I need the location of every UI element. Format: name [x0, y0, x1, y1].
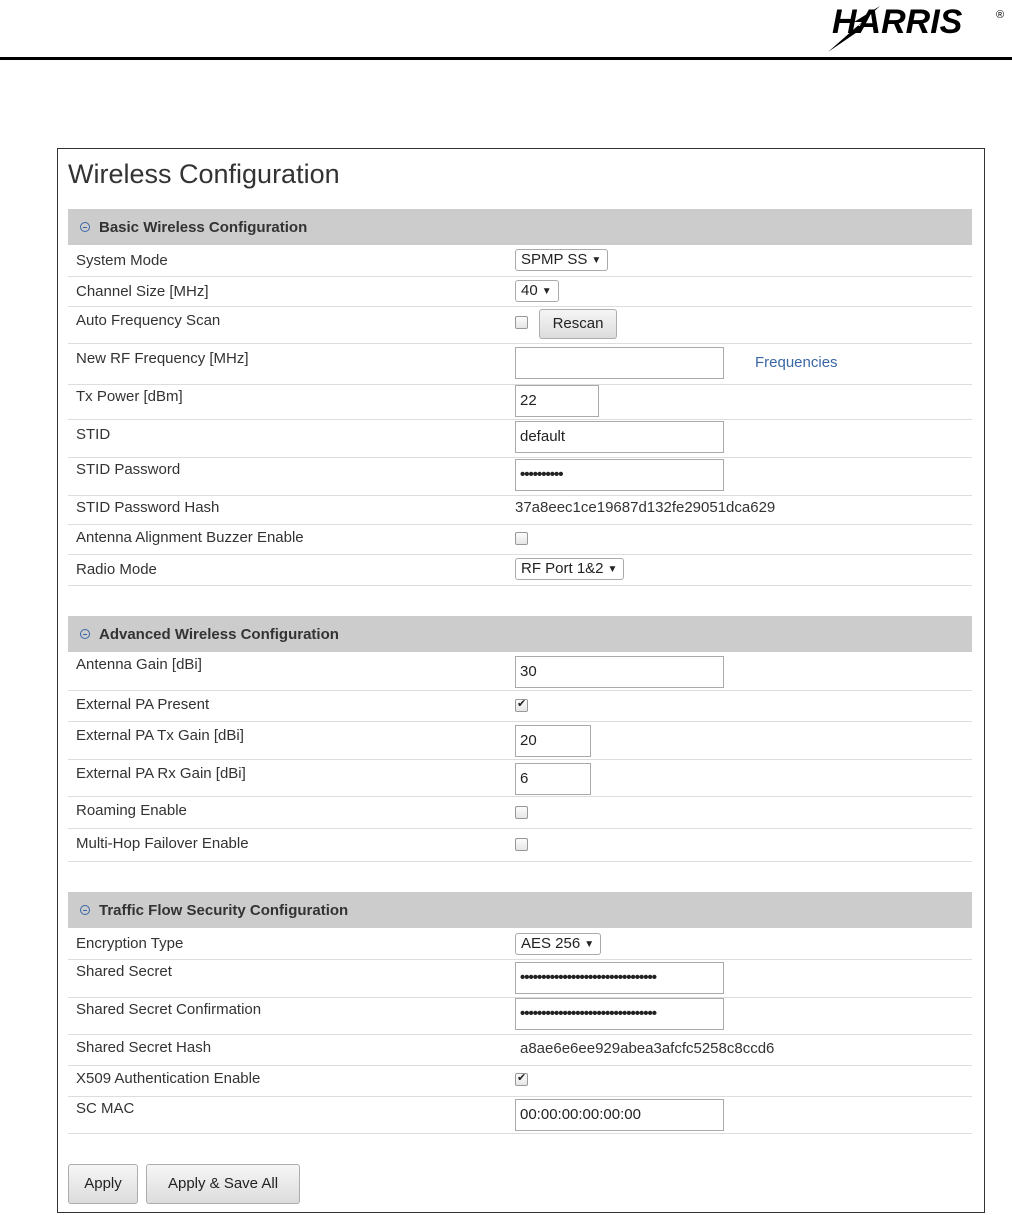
label-stid-password: STID Password: [76, 461, 181, 478]
row-stid-password-hash: [68, 496, 972, 525]
label-roaming: Roaming Enable: [76, 802, 187, 819]
antenna-gain-input[interactable]: 30: [515, 656, 724, 688]
label-new-rf-frequency: New RF Frequency [MHz]: [76, 350, 249, 367]
channel-size-select[interactable]: 40 ▼: [515, 280, 559, 302]
label-buzzer: Antenna Alignment Buzzer Enable: [76, 529, 304, 546]
row-tx-power: [68, 385, 972, 420]
row-sc-mac: [68, 1097, 972, 1134]
stid-input[interactable]: default: [515, 421, 724, 453]
svg-text:®: ®: [996, 9, 1005, 21]
sc-mac-input[interactable]: 00:00:00:00:00:00: [515, 1099, 724, 1131]
encryption-type-select[interactable]: AES 256 ▼: [515, 933, 601, 955]
section-tfs-header[interactable]: [68, 892, 972, 928]
pa-rx-gain-input[interactable]: 6: [515, 763, 591, 795]
row-buzzer: [68, 525, 972, 555]
row-antenna-gain: [68, 653, 972, 691]
rescan-button[interactable]: Rescan: [539, 309, 617, 339]
row-auto-frequency-scan: [68, 307, 972, 344]
row-encryption-type: [68, 929, 972, 960]
frequencies-link[interactable]: Frequencies: [755, 354, 838, 371]
label-antenna-gain: Antenna Gain [dBi]: [76, 656, 202, 673]
label-auto-frequency-scan: Auto Frequency Scan: [76, 312, 221, 329]
row-shared-secret-hash: [68, 1035, 972, 1066]
harris-logo: [818, 0, 1008, 56]
label-multihop: Multi-Hop Failover Enable: [76, 835, 249, 852]
row-new-rf-frequency: [68, 344, 972, 385]
section-basic-header[interactable]: [68, 209, 972, 245]
stid-password-input[interactable]: ••••••••••: [515, 459, 724, 491]
chevron-down-icon: ▼: [541, 286, 552, 297]
collapse-icon[interactable]: [80, 222, 90, 232]
shared-secret-confirmation-input[interactable]: ••••••••••••••••••••••••••••••••: [515, 998, 724, 1030]
stid-password-hash-value: 37a8eec1ce19687d132fe29051dca629: [515, 499, 776, 516]
label-pa-tx-gain: External PA Tx Gain [dBi]: [76, 727, 244, 744]
multihop-checkbox[interactable]: [515, 838, 528, 851]
row-external-pa: [68, 691, 972, 722]
row-stid: [68, 420, 972, 458]
roaming-checkbox[interactable]: [515, 806, 528, 819]
label-tx-power: Tx Power [dBm]: [76, 388, 183, 405]
section-advanced-title: Advanced Wireless Configuration: [99, 626, 339, 643]
external-pa-checkbox[interactable]: [515, 699, 528, 712]
apply-button[interactable]: Apply: [68, 1164, 138, 1204]
page-title: Wireless Configuration: [68, 159, 340, 189]
new-rf-frequency-input[interactable]: [515, 347, 724, 379]
row-multihop: [68, 829, 972, 862]
label-x509: X509 Authentication Enable: [76, 1070, 261, 1087]
section-basic-title: Basic Wireless Configuration: [99, 219, 308, 236]
row-pa-tx-gain: [68, 722, 972, 760]
auto-frequency-scan-checkbox[interactable]: [515, 316, 528, 329]
shared-secret-input[interactable]: ••••••••••••••••••••••••••••••••: [515, 962, 724, 994]
collapse-icon[interactable]: [80, 629, 90, 639]
label-channel-size: Channel Size [MHz]: [76, 283, 209, 300]
label-radio-mode: Radio Mode: [76, 561, 157, 578]
row-pa-rx-gain: [68, 760, 972, 797]
label-encryption-type: Encryption Type: [76, 935, 184, 952]
x509-checkbox[interactable]: [515, 1073, 528, 1086]
radio-mode-select[interactable]: RF Port 1&2 ▼: [515, 558, 624, 580]
label-sc-mac: SC MAC: [76, 1100, 135, 1117]
chevron-down-icon: ▼: [607, 564, 618, 575]
chevron-down-icon: ▼: [591, 255, 602, 266]
chevron-down-icon: ▼: [584, 939, 595, 950]
row-channel-size: [68, 277, 972, 307]
label-shared-secret: Shared Secret: [76, 963, 172, 980]
header-rule: [0, 57, 1012, 60]
label-pa-rx-gain: External PA Rx Gain [dBi]: [76, 765, 246, 782]
label-stid-password-hash: STID Password Hash: [76, 499, 220, 516]
label-stid: STID: [76, 426, 111, 443]
row-roaming: [68, 797, 972, 829]
wireless-config-panel: [57, 148, 985, 1213]
system-mode-select[interactable]: SPMP SS ▼: [515, 249, 608, 271]
row-x509: [68, 1066, 972, 1097]
row-stid-password: [68, 458, 972, 496]
collapse-icon[interactable]: [80, 905, 90, 915]
section-tfs-title: Traffic Flow Security Configuration: [99, 902, 349, 919]
apply-save-all-button[interactable]: Apply & Save All: [146, 1164, 300, 1204]
row-radio-mode: [68, 555, 972, 586]
row-shared-secret: [68, 960, 972, 998]
row-system-mode: [68, 246, 972, 277]
label-external-pa: External PA Present: [76, 696, 210, 713]
label-shared-secret-hash: Shared Secret Hash: [76, 1039, 212, 1056]
tx-power-input[interactable]: 22: [515, 385, 599, 417]
buzzer-checkbox[interactable]: [515, 532, 528, 545]
svg-text:HARRIS: HARRIS: [832, 3, 963, 41]
label-shared-secret-confirmation: Shared Secret Confirmation: [76, 1001, 262, 1018]
shared-secret-hash-value: a8ae6e6ee929abea3afcfc5258c8ccd6: [520, 1040, 775, 1057]
label-system-mode: System Mode: [76, 252, 168, 269]
row-shared-secret-confirmation: [68, 998, 972, 1035]
section-advanced-header[interactable]: [68, 616, 972, 652]
pa-tx-gain-input[interactable]: 20: [515, 725, 591, 757]
document-header: [0, 0, 1012, 62]
